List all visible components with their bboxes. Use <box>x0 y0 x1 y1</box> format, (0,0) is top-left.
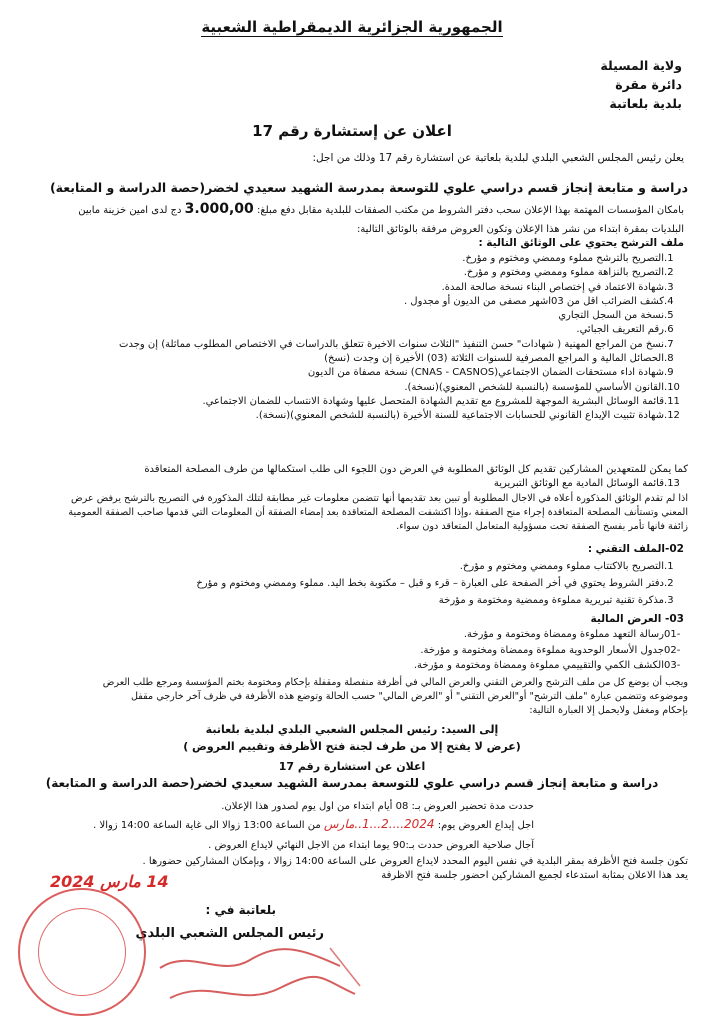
warning-line-1: اذا لم تقدم الوثائق المذكورة أعلاه في الاجال المطلوبة أو تبين بعد تقديمها أنها تتضمن معلومات غير مطابقة لتلك المذكورة في التصريح بالترشح يرفض عرض <box>71 493 688 504</box>
place-date-label: بلعاتبة في : <box>205 903 276 917</box>
list-item: 2.التصريح بالنزاهة مملوء وممضي ومختوم و مؤرخ. <box>463 267 674 279</box>
repeat-project: دراسة و متابعة إنجاز قسم دراسي علوي للتوسعة بمدرسة الشهيد سعيدي لخضر(حصة الدراسة و المتابعة) <box>45 776 659 790</box>
list-item: 5.نسخة من السجل التجاري <box>558 310 674 322</box>
list-item: 9.شهادة اداء مستحقات الضمان الاجتماعي(CNAS - CASNOS) نسخة مصفاة من الديون <box>307 367 674 379</box>
financial-list <box>20 628 684 675</box>
technical-list <box>20 560 684 611</box>
signatory-title: رئيس المجلس الشعبي البلدي <box>135 926 324 941</box>
list-item: -03الكشف الكمي والتقييمي مملوءة وممضاة ومختومة و مؤرخة. <box>413 660 681 671</box>
list-item: 3.مذكرة تقنية تبريرية مملوءة وممضية ومختومة و مؤرخة <box>438 595 674 606</box>
para-withdrawal: بامكان المؤسسات المهتمة بهذا الإعلان سحب دفتر الشروط من مكتب الصفقات للبلدية مقابل دفع مبلغ: 3.000,00 دج لدى امين خزينة مابين <box>78 201 684 217</box>
project-title: دراسة و متابعة إنجاز قسم دراسي علوي للتوسعة بمدرسة الشهيد سعيدي لخضر(حصة الدراسة و المتابعة) <box>49 180 688 195</box>
para-withdrawal-2: البلديات بمقرة ابتداء من نشر هذا الإعلان وتكون العروض مرفقة بالوثائق التالية: <box>356 224 684 235</box>
list-item: 8.الحصائل المالية و المراجع المصرفية للسنوات الثلاثة (03) الأخيرة إن وجدت (نسخ) <box>324 353 674 365</box>
wilaya-label: ولاية المسيلة <box>600 58 682 73</box>
handwritten-signature <box>150 938 370 1018</box>
envelope-line-1: ويجب أن يوضع كل من ملف الترشح والعرض التقني والعرض المالي في أظرفة منفصلة ومقفلة بإحكام ومختومة بختم المؤسسة ومرجع طلب العرض <box>102 677 688 688</box>
candidacy-heading: ملف الترشح يحتوي على الوثائق التالية : <box>478 237 684 249</box>
intro-text: يعلن رئيس المجلس الشعبي البلدي لبلدية بلعاتبة عن استشارة رقم 17 وذلك من اجل: <box>312 152 684 164</box>
list-item: -02جدول الأسعار الوحدوية مملوءة وممضاة ومختومة و مؤرخة. <box>420 644 681 656</box>
announcement-title: اعلان عن إستشارة رقم 17 <box>252 122 452 140</box>
envelope-line-3: بإحكام ومغفل ولايحمل إلا العبارة التالية: <box>529 705 688 716</box>
list-item: 2.دفتر الشروط يحتوي في أخر الصفحة على العبارة – قرء و قبل – مكتوبة بخط اليد. مملوء وممضي ومختوم و مؤرخ <box>196 578 674 589</box>
deadline-deposit: اجل إيداع العروض يوم: 2024....2...1..مارس من الساعة 13:00 زوالا الى غاية الساعة 14:00 زوالا . <box>93 817 534 831</box>
date-stamp: 14 مارس 2024 <box>50 872 169 891</box>
warning-line-3: زائفة فانها تأمر بفسخ الصفقة تحت مسؤولية المتعامل المتعاقد دون سواء. <box>396 521 688 532</box>
list-item: 11.قائمة الوسائل البشرية الموجهة للمشروع مع تقديم الشهادة المتحصل عليها وشهادة الانتساب للضمان الاجتماعي. <box>202 395 680 407</box>
opening-line-1: تكون جلسة فتح الأظرفة بمقر البلدية في نفس اليوم المحدد لايداع العروض على الساعة 14:00 زوالا ، وبإمكان المشاركين حضورها . <box>142 856 688 867</box>
outer-envelope-address: إلى السيد: رئيس المجلس الشعبي البلدي لبلدية بلعاتبة <box>205 723 499 736</box>
list-item: 4.كشف الضرائب اقل من 03اشهر مصفى من الديون أو مجدول . <box>403 295 674 307</box>
daira-label: دائرة مقرة <box>615 77 682 92</box>
candidacy-list <box>20 252 684 424</box>
list-item: 6.رقم التعريف الجبائي. <box>576 324 674 336</box>
list-item: -01رسالة التعهد مملوءة وممضاة ومختومة و مؤرخة. <box>463 629 681 640</box>
republic-header: الجمهورية الجزائرية الديمقراطية الشعبية <box>201 18 503 36</box>
note-complete: كما يمكن للمتعهدين المشاركين تقديم كل الوثائق المطلوبة في العرض دون اللجوء الى طلب استكمالها من طرف المصلحة المتعاقدة <box>144 464 688 475</box>
envelope-line-2: وموضوعه وتتضمن عبارة "ملف الترشح" أو"العرض التقني" أو "العرض المالي" حسب الحالة وتوضع هذه الأظرفة في ظرف آخر خارجي مقفل <box>131 691 688 702</box>
commune-label: بلدية بلعاتبة <box>609 96 682 111</box>
financial-heading: 03- العرض المالية <box>590 613 684 625</box>
list-item: 13.قائمة الوسائل المادية مع الوثائق التبريرية <box>493 478 680 489</box>
validity-period: آجال صلاحية العروض حددت بـ:90 يوما ابتداء من الاجل النهائي لايداع العروض . <box>208 840 534 851</box>
warning-line-2: المعني وتستأنف المصلحة المتعاقدة إجراء منح الصفقة ،وإذا اكتشفت المصلحة المتعاقدة بعد إمضاء الصفقة أن المعلومات التي قدمها صاحب الصفقة العمومية <box>68 507 688 518</box>
opening-line-2: يعد هذا الاعلان بمثابة استدعاء لجميع المشاركين احضور جلسة فتح الاظرفة <box>381 870 688 881</box>
outer-envelope-note: (عرض لا يفتح إلا من طرف لجنة فتح الأظرفة وتقييم العروض ) <box>183 740 521 753</box>
list-item: 3.شهادة الاعتماد في إختصاص البناء نسخة صالحة المدة. <box>441 281 674 293</box>
deadline-preparation: حددت مدة تحضير العروض بـ: 08 أيام ابتداء من اول يوم لصدور هذا الإعلان. <box>221 801 534 812</box>
list-item: 7.نسخ من المراجع المهنية ( شهادات" حسن التنفيذ "الثلاث سنوات الاخيرة تتعلق بالدراسات في الاختصاص المطلوب مماثلة) إن وجدت <box>119 338 674 350</box>
repeat-title: اعلان عن استشارة رقم 17 <box>278 760 426 773</box>
list-item: 1.التصريح بالترشح مملوء وممضي ومختوم و مؤرخ. <box>462 253 674 264</box>
list-item: 12.شهادة تثبيت الإيداع القانوني للحسابات الاجتماعية للسنة الأخيرة (بالنسبة للشخص المعنوي)(نسخة). <box>255 410 680 422</box>
amount-value: 3.000,00 <box>184 201 254 217</box>
handwritten-deposit-date: 2024....2...1..مارس <box>323 817 435 831</box>
technical-heading: 02-الملف التقني : <box>587 543 684 555</box>
list-item: 1.التصريح بالاكتتاب مملوء وممضي ومختوم و مؤرخ. <box>459 561 674 572</box>
official-seal <box>18 888 146 1016</box>
issuer-block <box>600 56 682 113</box>
list-item: 10.القانون الأساسي للمؤسسة (بالنسبة للشخص المعنوي)(نسخة). <box>404 381 680 393</box>
